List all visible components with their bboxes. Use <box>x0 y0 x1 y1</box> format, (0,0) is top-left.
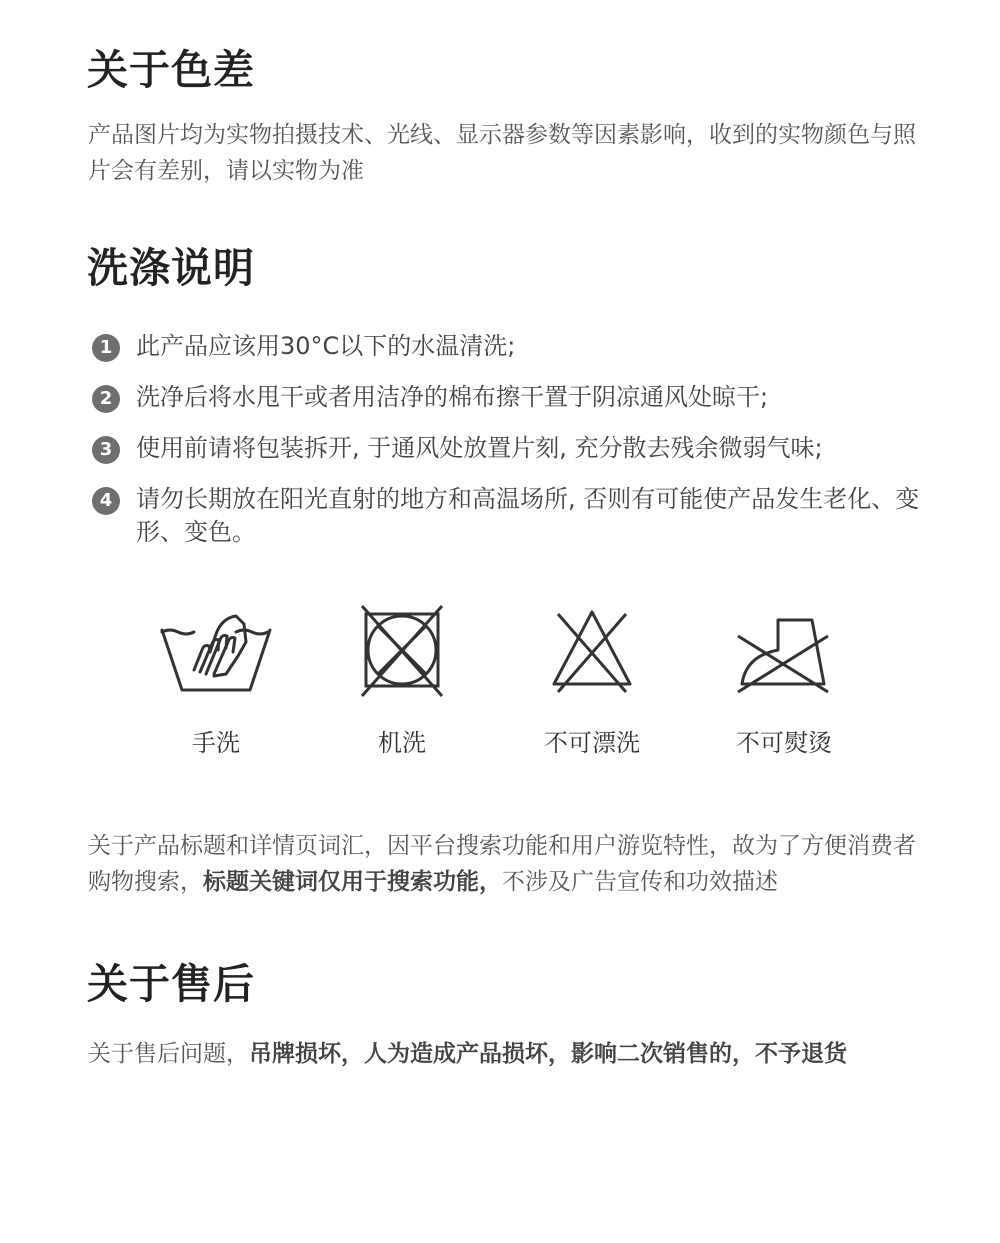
hand-wash-label: 手洗 <box>192 729 240 757</box>
machine-wash-label: 机洗 <box>378 729 426 757</box>
hand-wash-icon <box>156 600 276 700</box>
washing-instruction-item <box>92 483 922 549</box>
washing-instructions-title: 洗涤说明 <box>87 244 255 292</box>
after-sales-title: 关于售后 <box>87 960 255 1008</box>
washing-instructions-list <box>92 330 922 567</box>
no-bleach-icon <box>532 600 652 700</box>
color-difference-text: 产品图片均为实物拍摄技术、光线、显示器参数等因素影响，收到的实物颜色与照片会有差别，请以实物为准 <box>88 122 916 184</box>
after-sales-prefix: 关于售后问题， <box>88 1041 249 1067</box>
washing-instruction-text: 使用前请将包装拆开, 于通风处放置片刻, 充分散去残余微弱气味; <box>136 434 823 462</box>
number-badge-1: 1 <box>92 334 120 362</box>
keywords-note-prefix: 关于产品标题和详情页词汇，因平台搜索功能和用户游览特性，故为了方便消费者购物搜索， <box>88 833 916 895</box>
machine-wash-prohibited-icon <box>342 600 462 700</box>
washing-instruction-item <box>92 330 922 363</box>
washing-instruction-item <box>92 381 922 414</box>
number-badge-4: 4 <box>92 487 120 515</box>
no-bleach-label: 不可漂洗 <box>544 729 640 757</box>
number-badge-2: 2 <box>92 385 120 413</box>
keywords-note <box>88 828 918 900</box>
no-iron-icon <box>724 600 844 700</box>
washing-instruction-text: 请勿长期放在阳光直射的地方和高温场所, 否则有可能使产品发生老化、变形、变色。 <box>136 485 920 546</box>
washing-instruction-text: 此产品应该用30°C以下的水温清洗; <box>136 332 516 360</box>
keywords-note-suffix: 不涉及广告宣传和功效描述 <box>502 869 778 895</box>
number-badge-3: 3 <box>92 436 120 464</box>
washing-instruction-text: 洗净后将水甩干或者用洁净的棉布擦干置于阴凉通风处晾干; <box>136 383 769 411</box>
washing-instruction-item <box>92 432 922 465</box>
after-sales-text <box>88 1036 918 1072</box>
no-iron-label: 不可熨烫 <box>736 729 832 757</box>
color-difference-title: 关于色差 <box>87 46 255 94</box>
keywords-note-bold: 标题关键词仅用于搜索功能， <box>203 869 502 895</box>
after-sales-bold: 吊牌损坏，人为造成产品损坏，影响二次销售的，不予退货 <box>249 1041 847 1067</box>
